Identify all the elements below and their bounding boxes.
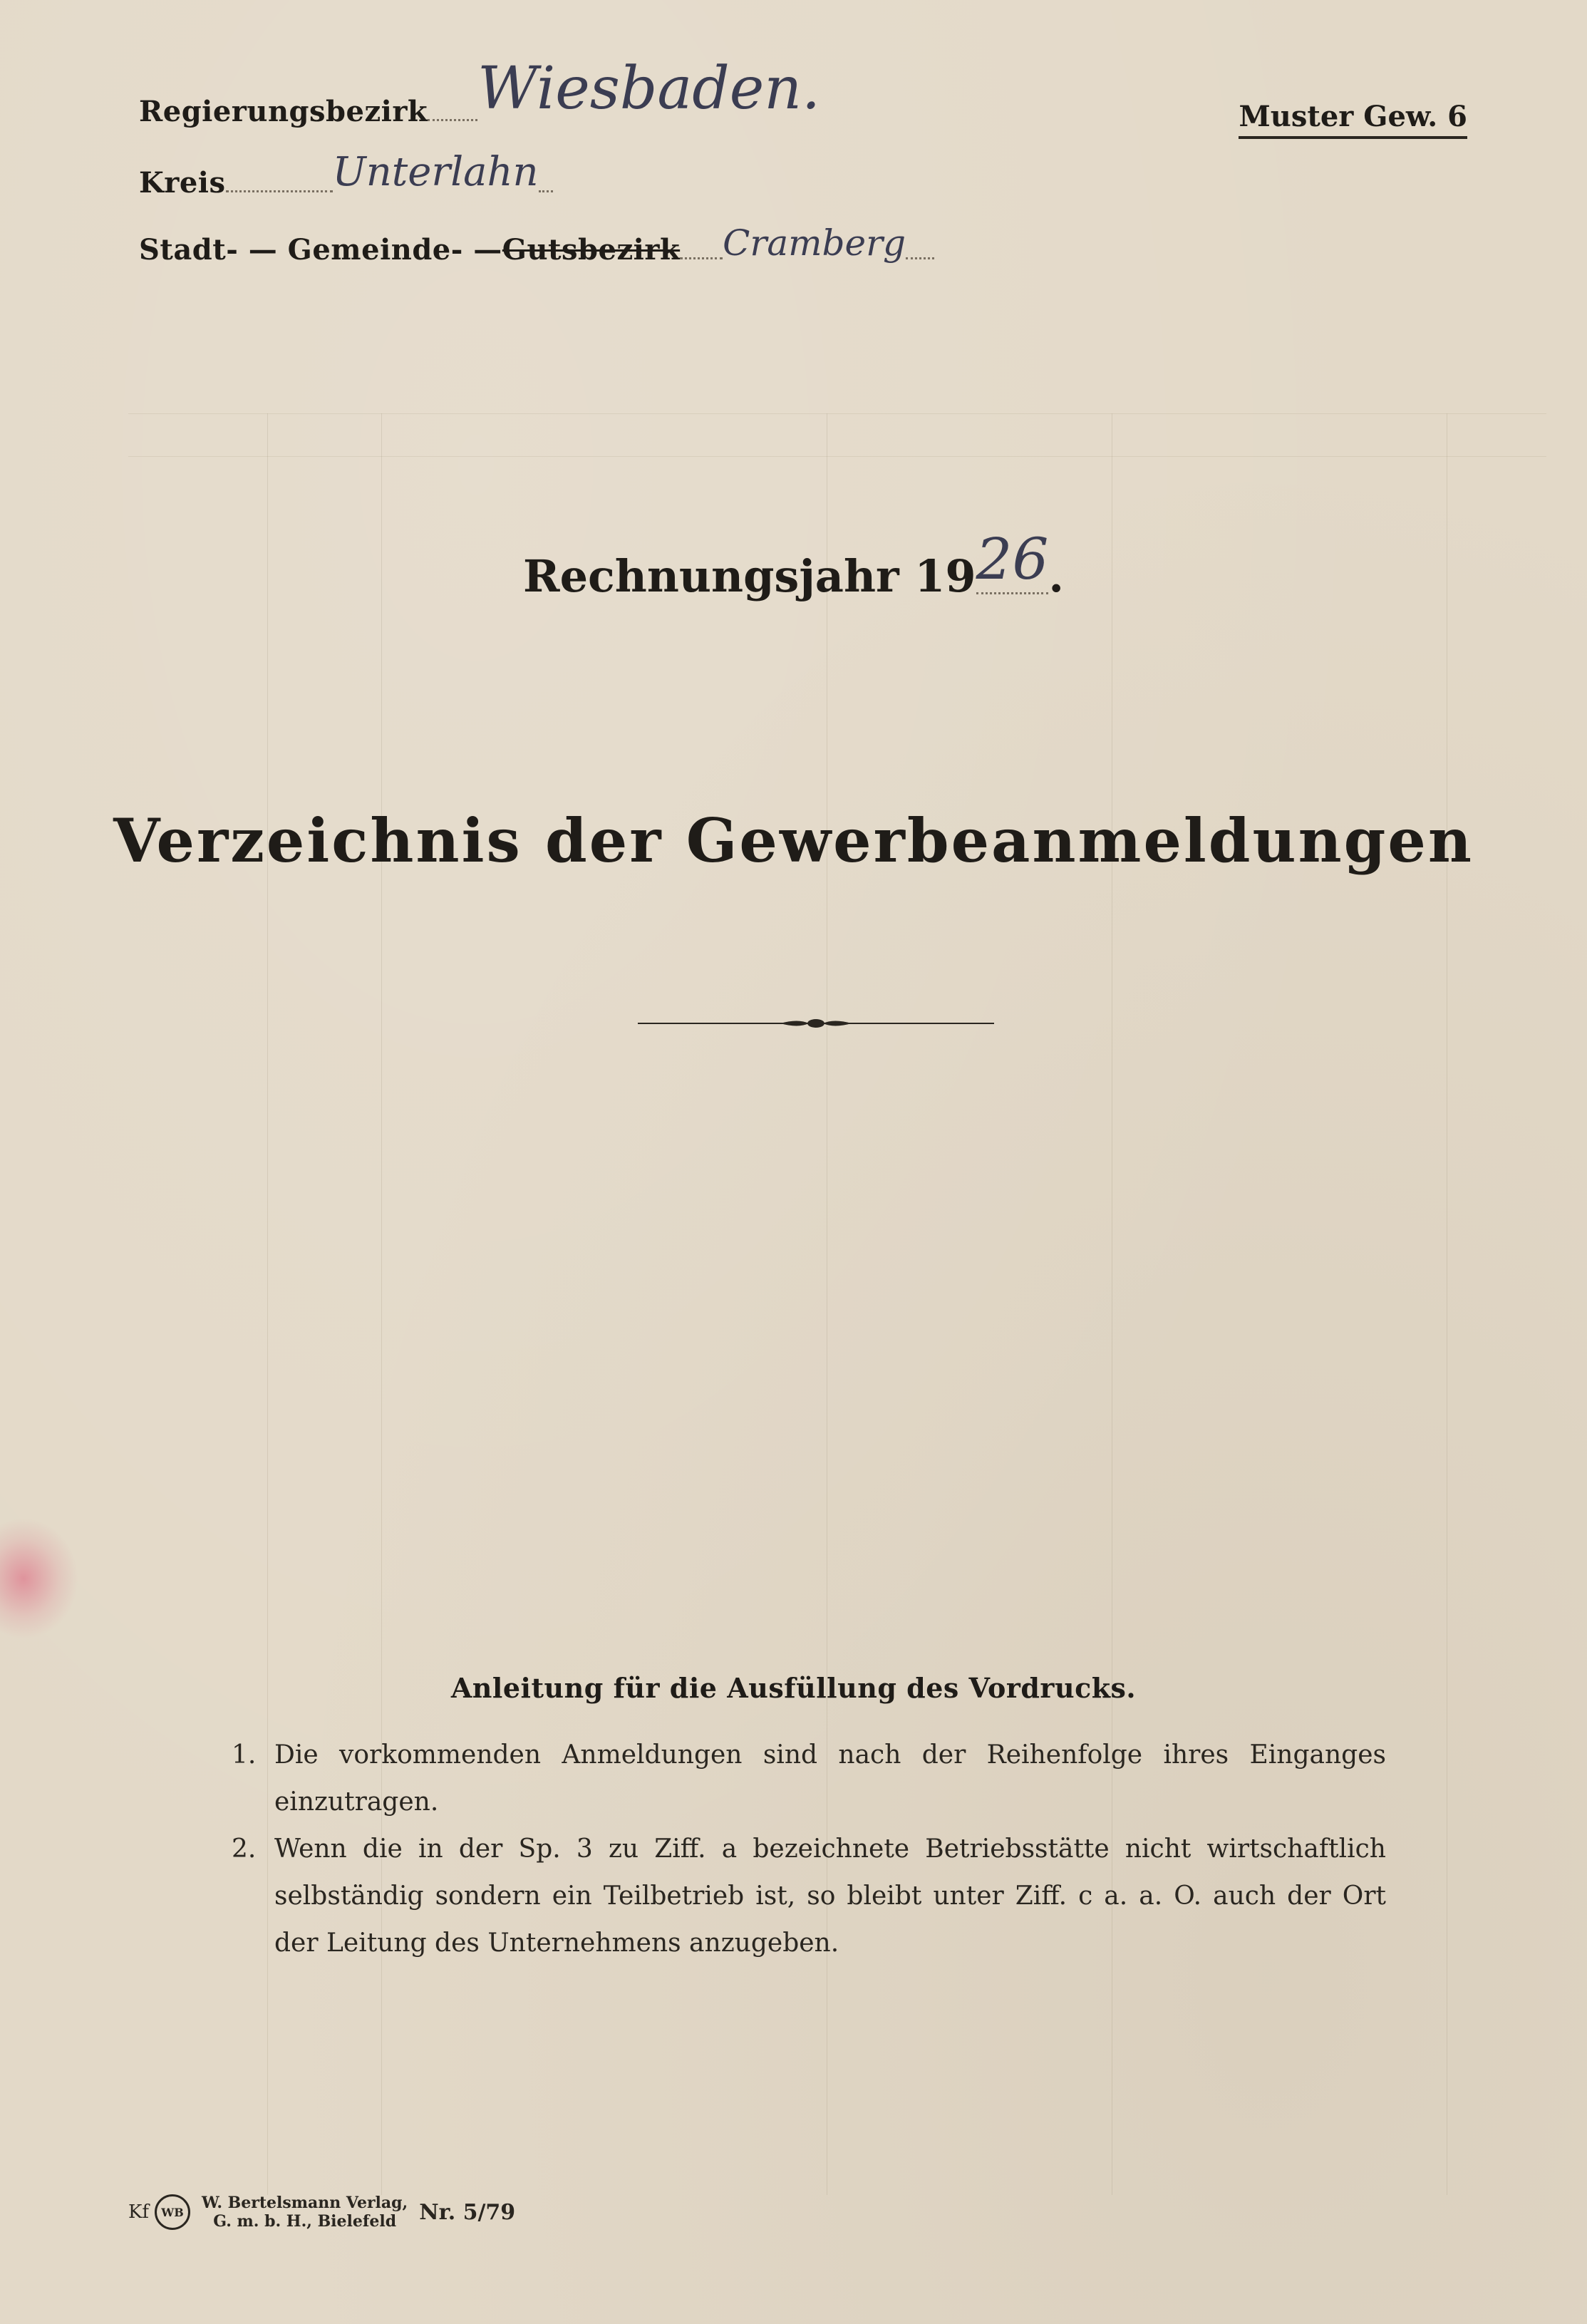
ornament-divider <box>638 1009 994 1038</box>
instructions-heading: Anleitung für die Ausfüllung des Vordrucks. <box>450 1672 1137 1704</box>
publisher-imprint <box>128 2194 515 2231</box>
ort-row <box>139 224 934 267</box>
regierungsbezirk-row <box>139 55 821 128</box>
stadt-gemeinde-label: Stadt- — Gemeinde- — <box>139 233 502 267</box>
dotted-line <box>539 190 553 192</box>
dotted-line <box>226 190 333 192</box>
publisher-line-2: G. m. b. H., Bielefeld <box>213 2212 397 2231</box>
kf-mark: Kf <box>128 2201 150 2223</box>
fiscal-year-dot: . <box>1048 550 1064 602</box>
kreis-value: Unterlahn <box>332 149 539 195</box>
publisher-line-1: W. Bertelsmann Verlag, <box>202 2194 408 2212</box>
ink-stain <box>0 1518 78 1639</box>
form-order-number: Nr. 5/79 <box>419 2199 516 2225</box>
form-number: Muster Gew. 6 <box>1239 100 1467 139</box>
gutsbezirk-label: Gutsbezirk <box>502 233 681 267</box>
fiscal-year <box>0 526 1587 605</box>
instruction-text: Wenn die in der Sp. 3 zu Ziff. a bezeichnete Betriebsstätte nicht wirtschaftlich selbständig sondern ein Teilbetrieb ist, so bleibt unter Ziff. c a. a. O. auch der Ort der Leitung des Unternehmens anzugeben. <box>274 1834 1386 1958</box>
instruction-number: 2. <box>232 1834 257 1864</box>
show-through-line <box>128 413 1546 414</box>
instruction-item <box>232 1732 1386 1826</box>
publisher-name <box>202 2194 408 2231</box>
instruction-text: Die vorkommenden Anmeldungen sind nach der Reihenfolge ihres Einganges einzutragen. <box>274 1740 1386 1817</box>
kreis-label: Kreis <box>139 166 226 200</box>
dotted-line <box>906 257 934 259</box>
ort-value: Cramberg <box>723 222 906 264</box>
dotted-line <box>428 119 477 121</box>
fiscal-year-label: Rechnungsjahr 19 <box>523 550 976 602</box>
publisher-seal-icon: WB <box>155 2194 190 2230</box>
instruction-number: 1. <box>232 1740 257 1770</box>
regierungsbezirk-value: Wiesbaden. <box>477 55 821 123</box>
fiscal-year-handwritten: 26 <box>976 526 1049 594</box>
kreis-row <box>139 149 553 200</box>
document-title: Verzeichnis der Gewerbeanmeldungen <box>113 805 1474 876</box>
regierungsbezirk-label: Regierungsbezirk <box>139 95 428 128</box>
show-through-line <box>128 456 1546 457</box>
dotted-line <box>680 257 723 259</box>
instructions-list <box>232 1732 1386 1967</box>
instruction-item <box>232 1826 1386 1967</box>
